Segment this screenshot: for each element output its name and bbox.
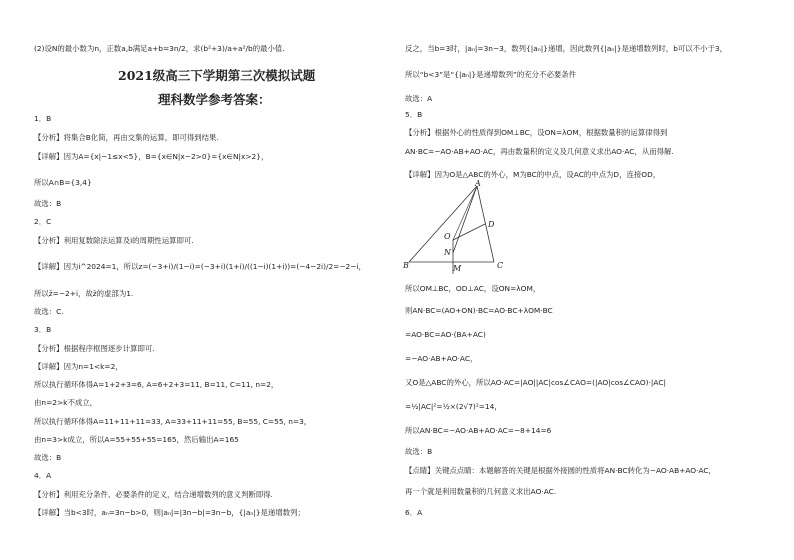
q3-number: 3．B xyxy=(34,325,52,334)
line-od xyxy=(453,224,485,240)
q2-result: 所以z̄=−2+i，故z̄的虚部为1. xyxy=(34,289,134,298)
edge-ab xyxy=(409,186,477,262)
q1-detail: 【详解】因为A={x|−1≤x<5}，B={x∈N|x−2>0}={x∈N|x>2}， xyxy=(34,152,269,161)
q5-step2: 则AN·BC=(AO+ON)·BC=AO·BC+λOM·BC xyxy=(405,306,553,315)
q3-cond2: 由n=3>k成立，所以A=55+55+55=165，然后输出A=165 xyxy=(34,435,239,444)
q3-loop2: 所以执行循环体得A=11+11+11=33, A=33+11+11=55, B=55, C=55, n=3， xyxy=(34,417,312,426)
q5-step5: 又O是△ABC的外心，所以AO·AC=|AO||AC|cos∠CAO=(|AO|cos∠CAO)·|AC| xyxy=(405,378,666,387)
q1-result: 所以A∩B={3,4} xyxy=(34,178,92,187)
q4-number: 4．A xyxy=(34,471,52,480)
q2-number: 2．C xyxy=(34,217,52,226)
q5-number: 5．B xyxy=(405,110,423,119)
q1-answer: 故选：B xyxy=(34,199,62,208)
q5-analysis-cont: AN·BC=−AO·AB+AO·AC，再由数量积的定义及几何意义求出AO·AC，从而得解. xyxy=(405,147,674,156)
label-c: C xyxy=(497,261,504,270)
triangle-figure xyxy=(403,179,519,275)
q4-analysis: 【分析】利用充分条件、必要条件的定义，结合递增数列的意义判断即得. xyxy=(34,490,273,499)
q5-step6: =½|AC|²=½×(2√7)²=14， xyxy=(405,402,502,411)
label-a: A xyxy=(475,179,481,188)
label-d: D xyxy=(488,220,495,229)
q4-converse: 反之，当b=3时，|aₙ|=3n−3，数列{|aₙ|}递增，因此数列{|aₙ|}是递增数列时，b可以不小于3， xyxy=(405,44,727,53)
q4-detail: 【详解】当b<3时，aₙ=3n−b>0，则|aₙ|=|3n−b|=3n−b，{|aₙ|}是递增数列； xyxy=(34,508,305,517)
label-m: M xyxy=(453,264,462,273)
q3-detail: 【详解】因为n=1<k=2， xyxy=(34,362,123,371)
page-subtitle: 理科数学参考答案： xyxy=(158,92,271,107)
intro-line: (2)设N的最小数为n，正数a,b满足a+b=3n/2，求(b²+3)/a+a²/b的最小值. xyxy=(34,44,285,53)
q2-detail: 【详解】因为i^2024=1，所以z=(−3+i)/(1−i)=(−3+i)(1+i)/((1−i)(1+i))=(−4−2i)/2=−2−i， xyxy=(34,262,366,271)
q1-number: 1．B xyxy=(34,114,52,123)
line-oa xyxy=(453,186,477,240)
q5-key-point-cont: 再一个就是利用数量积的几何意义求出AO·AC. xyxy=(405,487,557,496)
label-o: O xyxy=(444,232,451,241)
q5-step7: 所以AN·BC=−AO·AB+AO·AC=−8+14=6 xyxy=(405,426,552,435)
q5-step1: 所以OM⊥BC，OD⊥AC，设ON=λOM， xyxy=(405,284,541,293)
q5-step3: =AO·BC=AO·(BA+AC) xyxy=(405,330,486,339)
page-title: 2021级高三下学期第三次模拟试题 xyxy=(118,68,316,83)
q5-step4: =−AO·AB+AO·AC， xyxy=(405,354,478,363)
line-an xyxy=(453,186,477,253)
q2-answer: 故选：C. xyxy=(34,307,64,316)
q5-analysis: 【分析】根据外心的性质得到OM⊥BC，设ON=λOM，根据数量积的运算律得到 xyxy=(405,128,668,137)
q5-answer: 故选：B xyxy=(405,447,433,456)
q6-number: 6．A xyxy=(405,508,423,517)
q4-answer: 故选：A xyxy=(405,94,433,103)
q5-detail: 【详解】因为O是△ABC的外心，M为BC的中点，设AC的中点为D，连接OD， xyxy=(405,170,661,179)
label-b: B xyxy=(403,261,409,270)
q3-cond1: 由n=2>k不成立， xyxy=(34,398,98,407)
q3-analysis: 【分析】根据程序框图逐步计算即可. xyxy=(34,344,155,353)
q4-conclusion: 所以“b<3”是“{|aₙ|}是递增数列”的充分不必要条件 xyxy=(405,70,577,79)
q3-loop1: 所以执行循环体得A=1+2+3=6, A=6+2+3=11, B=11, C=11, n=2， xyxy=(34,380,279,389)
q2-analysis: 【分析】利用复数除法运算及i的周期性运算即可. xyxy=(34,236,194,245)
q1-analysis: 【分析】将集合B化简，再由交集的运算，即可得到结果. xyxy=(34,133,219,142)
label-n: N xyxy=(444,248,451,257)
q3-answer: 故选：B xyxy=(34,453,62,462)
q5-key-point: 【点睛】关键点点睛：本题解答的关键是根据外接圆的性质将AN·BC转化为−AO·AB+AO·AC， xyxy=(405,466,716,475)
